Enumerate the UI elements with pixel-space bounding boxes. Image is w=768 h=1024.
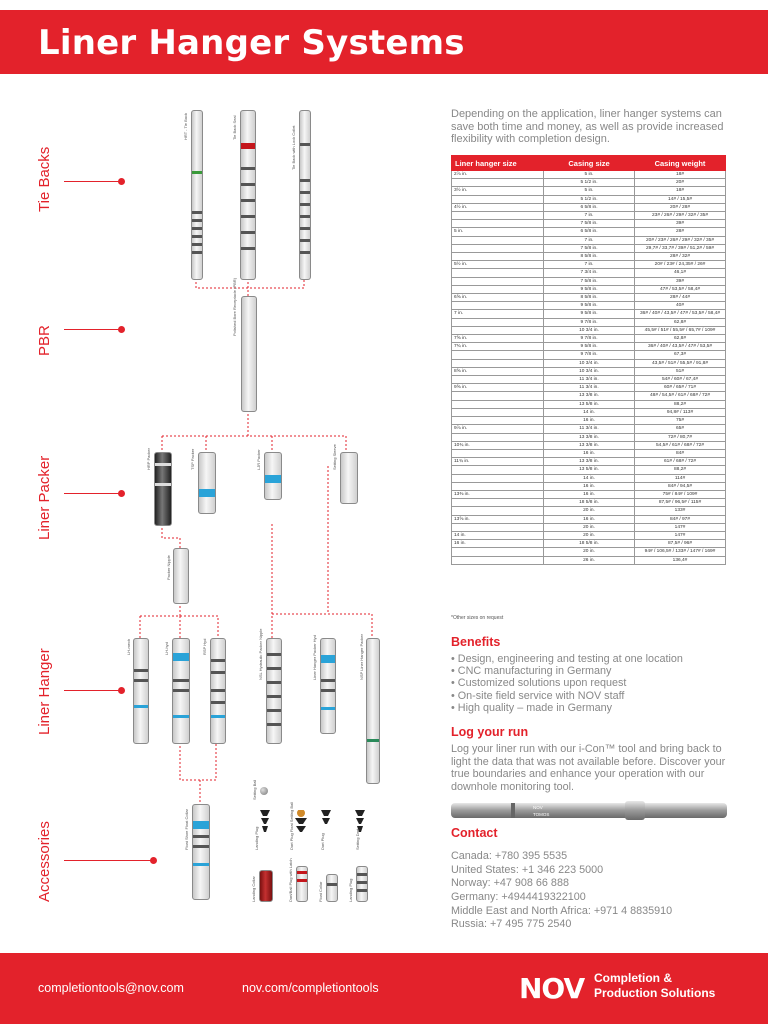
contact-line: Russia: +7 495 775 2540 <box>451 918 572 930</box>
table-cell: 48# / 54,5# / 61# / 68# / 72# <box>635 392 726 400</box>
table-cell <box>452 466 544 474</box>
table-cell: 5 1/2 in. <box>544 195 635 203</box>
table-cell: 8⅝ in. <box>452 367 544 375</box>
table-row <box>452 392 726 400</box>
table-cell <box>452 376 544 384</box>
table-cell: 9 5/8 in. <box>544 302 635 310</box>
table-cell <box>452 244 544 252</box>
table-cell: 75# / 84# / 109# <box>635 490 726 498</box>
table-row <box>452 212 726 220</box>
liner-packer-tsp <box>198 452 216 514</box>
tool-label: Packer Nipple <box>166 555 171 580</box>
table-cell: 2⅞ in. <box>452 171 544 179</box>
list-item: • High quality – made in Germany <box>451 701 613 714</box>
accessory-float-collar <box>326 874 338 902</box>
table-cell: 16 in. <box>544 515 635 523</box>
table-cell: 62,8# <box>635 335 726 343</box>
table-cell: 9 5/8 in. <box>544 343 635 351</box>
table-cell: 9 7/8 in. <box>544 351 635 359</box>
liner-hanger-nsl <box>266 638 282 744</box>
table-cell <box>452 482 544 490</box>
tool-label: Setting Dart <box>355 828 360 850</box>
list-item: • Design, engineering and testing at one location <box>451 653 683 665</box>
table-row <box>452 294 726 302</box>
table-cell: 28# / 32# <box>635 253 726 261</box>
table-row <box>452 548 726 556</box>
table-row <box>452 507 726 515</box>
table-cell <box>452 359 544 367</box>
table-cell: 26 in. <box>544 556 635 564</box>
tool-label: Tie Back with Lock Collet <box>291 125 296 170</box>
table-cell: 29,7# / 33,7# / 39# / 51,2# / 59# <box>635 244 726 252</box>
table-row <box>452 302 726 310</box>
table-cell <box>452 474 544 482</box>
table-cell: 7 in. <box>544 212 635 220</box>
table-row <box>452 482 726 490</box>
setting-ball-icon <box>260 787 268 795</box>
table-cell: 84# / 94,5# <box>635 482 726 490</box>
table-row <box>452 466 726 474</box>
table-cell: 43,5# / 51# / 55,5# / 91,8# <box>635 359 726 367</box>
benefits-heading: Benefits <box>451 635 501 649</box>
page-title: Liner Hanger Systems <box>38 23 465 63</box>
table-cell: 39# <box>635 277 726 285</box>
table-cell: 5½ in. <box>452 261 544 269</box>
table-row <box>452 343 726 351</box>
table-cell: 14 in. <box>452 531 544 539</box>
table-cell: 62,8# <box>635 318 726 326</box>
tool-label: Dart Plug Float Setting Ball <box>289 801 294 850</box>
product-diagram <box>0 90 440 950</box>
table-cell <box>452 195 544 203</box>
table-cell: 36# / 40# / 43,5# / 47# / 53,5# <box>635 343 726 351</box>
tool-label: LH-mech <box>126 638 131 655</box>
logo-line: Production Solutions <box>594 986 716 1000</box>
table-row <box>452 187 726 195</box>
tool-label: LJR Packer <box>256 449 261 470</box>
table-cell: 54,5# / 61# / 68# / 72# <box>635 441 726 449</box>
tool-label: LH-hyd <box>164 642 169 655</box>
table-cell: 9 5/8 in. <box>544 285 635 293</box>
table-cell: 5 in. <box>544 187 635 195</box>
table-cell: 60# / 65# / 71# <box>635 384 726 392</box>
table-row <box>452 335 726 343</box>
table-cell: 54# / 60# / 67,4# <box>635 376 726 384</box>
table-cell: 72# / 80,7# <box>635 433 726 441</box>
table-row <box>452 236 726 244</box>
list-item: • CNC manufacturing in Germany <box>451 665 612 678</box>
table-row <box>452 384 726 392</box>
table-cell: 7¾ in. <box>452 343 544 351</box>
table-cell: 67,3# <box>635 351 726 359</box>
table-row <box>452 359 726 367</box>
table-row <box>452 351 726 359</box>
table-cell <box>452 277 544 285</box>
table-cell: 11¾ in. <box>452 458 544 466</box>
column-header: Casing size <box>544 156 635 171</box>
packer-nipple-tool <box>173 548 189 604</box>
table-cell <box>452 285 544 293</box>
table-cell: 7 5/8 in. <box>544 277 635 285</box>
tool-mark: TOMOS <box>533 812 550 817</box>
table-cell: 133# <box>635 507 726 515</box>
table-cell <box>452 408 544 416</box>
table-cell: 47# / 53,5# / 58,4# <box>635 285 726 293</box>
table-cell: 5 1/2 in. <box>544 179 635 187</box>
contact-line: Middle East and North Africa: +971 4 8835910 <box>451 905 673 917</box>
log-run-heading: Log your run <box>451 725 529 739</box>
tool-label: Setting Ball <box>252 779 257 800</box>
table-cell: 7 5/8 in. <box>544 244 635 252</box>
table-cell <box>452 400 544 408</box>
table-cell: 14 in. <box>544 408 635 416</box>
table-cell <box>452 449 544 457</box>
header-banner <box>0 10 768 74</box>
table-cell: 23# / 26# / 29# / 32# / 35# <box>635 212 726 220</box>
table-cell <box>452 236 544 244</box>
table-cell: 13 5/8 in. <box>544 400 635 408</box>
table-row <box>452 220 726 228</box>
table-cell: 65# <box>635 425 726 433</box>
table-cell: 10 3/4 in. <box>544 359 635 367</box>
table-cell: 75# <box>635 417 726 425</box>
table-cell: 13 3/8 in. <box>544 433 635 441</box>
table-cell: 13 5/8 in. <box>544 466 635 474</box>
table-cell: 46,1# <box>635 269 726 277</box>
tool-label: Dart Plug <box>320 833 325 850</box>
table-row <box>452 540 726 548</box>
table-row <box>452 285 726 293</box>
table-cell <box>452 507 544 515</box>
column-header: Liner hanger size <box>452 156 544 171</box>
table-row <box>452 253 726 261</box>
tool-label: TSP Packer <box>190 448 195 470</box>
tool-label: Landing Plug <box>348 878 353 902</box>
accessory-float-shoe <box>192 804 210 900</box>
table-cell: 6 5/8 in. <box>544 203 635 211</box>
table-cell <box>452 499 544 507</box>
table-cell: 20 in. <box>544 523 635 531</box>
table-cell: 13 3/8 in. <box>544 458 635 466</box>
table-cell: 5 in. <box>544 171 635 179</box>
table-cell: 28# / 44# <box>635 294 726 302</box>
table-cell <box>452 392 544 400</box>
table-cell: 9 5/8 in. <box>544 310 635 318</box>
table-cell: 13⅜ in. <box>452 490 544 498</box>
tool-label: RSP Hyd <box>202 638 207 655</box>
table-cell: 51# <box>635 367 726 375</box>
table-cell <box>452 269 544 277</box>
table-cell: 10 3/4 in. <box>544 367 635 375</box>
table-cell: 9⅞ in. <box>452 425 544 433</box>
tool-label: Float Shoe Float Collar <box>184 809 189 850</box>
table-cell: 16 in. <box>544 490 635 498</box>
logo-mark: NOV <box>519 972 585 1005</box>
table-cell: 9 7/8 in. <box>544 318 635 326</box>
table-row <box>452 499 726 507</box>
table-cell: 18# <box>635 187 726 195</box>
table-row <box>452 228 726 236</box>
table-cell: 6 5/8 in. <box>544 228 635 236</box>
table-header-row <box>452 156 726 171</box>
table-cell: 16 in. <box>452 540 544 548</box>
liner-hanger-rsp <box>210 638 226 744</box>
table-cell: 11 3/4 in. <box>544 376 635 384</box>
table-cell: 87,5# / 96# <box>635 540 726 548</box>
table-cell <box>452 556 544 564</box>
table-row <box>452 515 726 523</box>
icon-tool-image <box>451 800 727 821</box>
table-cell: 147# <box>635 523 726 531</box>
table-cell: 13 3/8 in. <box>544 441 635 449</box>
table-cell: 13⅝ in. <box>452 515 544 523</box>
liner-hanger-hyd <box>172 638 190 744</box>
table-cell: 9 7/8 in. <box>544 335 635 343</box>
table-row <box>452 556 726 564</box>
table-cell: 7 in. <box>544 261 635 269</box>
table-row <box>452 523 726 531</box>
table-cell <box>452 212 544 220</box>
table-row <box>452 474 726 482</box>
table-row <box>452 417 726 425</box>
liner-hanger-packer-hyd <box>320 638 336 734</box>
table-cell: 11 3/4 in. <box>544 425 635 433</box>
table-row <box>452 433 726 441</box>
tie-back-tool-seal <box>240 110 256 280</box>
table-cell: 87,5# / 96,5# / 115# <box>635 499 726 507</box>
benefits-list <box>451 653 683 714</box>
table-cell: 20 in. <box>544 531 635 539</box>
table-cell: 3½ in. <box>452 187 544 195</box>
section-label-liner-packer: Liner Packer <box>36 455 53 540</box>
liner-packer-ljr <box>264 452 282 500</box>
contact-heading: Contact <box>451 826 498 840</box>
table-row <box>452 490 726 498</box>
table-cell: 18# <box>635 171 726 179</box>
table-cell: 20# / 28# <box>635 203 726 211</box>
table-cell: 10 3/4 in. <box>544 326 635 334</box>
table-cell: 18 5/8 in. <box>544 540 635 548</box>
table-row <box>452 326 726 334</box>
table-cell <box>452 253 544 261</box>
section-label-tie-backs: Tie Backs <box>36 146 53 212</box>
table-cell: 14# / 15,5# <box>635 195 726 203</box>
tool-label: HRT - Tie Back <box>183 113 188 140</box>
table-cell <box>452 179 544 187</box>
accessory-landing-plug <box>356 866 368 902</box>
table-row <box>452 441 726 449</box>
table-cell: 7 3/4 in. <box>544 269 635 277</box>
footer-banner <box>0 953 768 1024</box>
table-cell: 28# <box>635 228 726 236</box>
table-row <box>452 195 726 203</box>
table-cell: 147# <box>635 531 726 539</box>
table-cell: 45,5# / 51# / 55,5# / 65,7# / 109# <box>635 326 726 334</box>
table-footnote: *Other sizes on request <box>451 615 504 621</box>
table-cell: 84# / 97# <box>635 515 726 523</box>
table-cell: 88,2# <box>635 400 726 408</box>
table-cell: 20 in. <box>544 548 635 556</box>
contact-line: Canada: +780 395 5535 <box>451 850 568 862</box>
table-row <box>452 203 726 211</box>
table-row <box>452 425 726 433</box>
contact-line: United States: +1 346 223 5000 <box>451 864 604 876</box>
table-cell: 114# <box>635 474 726 482</box>
intro-paragraph: Depending on the application, liner hanger systems can save both time and money, as well as provide increased flexibility with completion design. <box>451 108 724 145</box>
table-cell: 7⅝ in. <box>452 335 544 343</box>
table-row <box>452 376 726 384</box>
table-cell: 16 in. <box>544 417 635 425</box>
table-cell: 136,4# <box>635 556 726 564</box>
tool-label: Landing Plug <box>254 826 259 850</box>
table-row <box>452 277 726 285</box>
section-label-pbr: PBR <box>36 325 53 356</box>
tie-back-tool-lock <box>299 110 311 280</box>
table-cell: 7 in. <box>452 310 544 318</box>
accessory-dart-ball-plug <box>296 866 308 902</box>
column-header: Casing weight <box>635 156 726 171</box>
table-cell: 20 in. <box>544 507 635 515</box>
table-cell: 13 3/8 in. <box>544 392 635 400</box>
table-cell <box>452 302 544 310</box>
table-cell: 94# / 106,5# / 133# / 147# / 169# <box>635 548 726 556</box>
list-item: • Customized solutions upon request <box>451 677 627 690</box>
tool-label: NSL Hydraulic Packer Nipple <box>258 628 263 680</box>
tool-label: NSP Liner Hanger Packer <box>359 634 364 680</box>
liner-packer-hrp <box>154 452 172 526</box>
table-cell <box>452 326 544 334</box>
table-cell <box>452 433 544 441</box>
tool-label: Landing Collar <box>251 876 256 902</box>
table-row <box>452 449 726 457</box>
accessory-landing-collar <box>259 870 273 902</box>
table-cell: 11 3/4 in. <box>544 384 635 392</box>
log-run-paragraph: Log your liner run with our i-Con™ tool and bring back to light the data that was not available before. Discover your true boundaries and enhance your operation with our downhole monitoring tool. <box>451 743 726 793</box>
table-cell: 40# <box>635 302 726 310</box>
contact-line: Germany: +4944419322100 <box>451 891 586 903</box>
table-cell <box>452 417 544 425</box>
table-cell: 16 in. <box>544 482 635 490</box>
table-cell: 6⅝ in. <box>452 294 544 302</box>
casing-spec-table <box>451 155 726 565</box>
table-cell: 20# / 23# / 26# / 29# / 32# / 35# <box>635 236 726 244</box>
table-cell <box>452 220 544 228</box>
table-cell: 8 5/8 in. <box>544 253 635 261</box>
table-cell: 7 5/8 in. <box>544 220 635 228</box>
table-row <box>452 408 726 416</box>
table-row <box>452 318 726 326</box>
tool-label: Setting Sleeve <box>332 444 337 470</box>
table-row <box>452 244 726 252</box>
table-row <box>452 179 726 187</box>
table-cell <box>452 351 544 359</box>
table-row <box>452 367 726 375</box>
table-row <box>452 310 726 318</box>
table-cell: 88,2# <box>635 466 726 474</box>
company-logo <box>519 970 739 1006</box>
tool-label: Polished Bore Receptacle (PBR) <box>232 277 237 336</box>
table-cell <box>452 318 544 326</box>
logo-line: Completion & <box>594 971 672 985</box>
liner-packer-setting-sleeve <box>340 452 358 504</box>
tool-label: Float Collar <box>318 881 323 902</box>
table-cell: 8 5/8 in. <box>544 294 635 302</box>
table-cell: 20# / 23# / 24,35# / 26# <box>635 261 726 269</box>
table-cell: 94,8# / 113# <box>635 408 726 416</box>
table-cell: 61# / 68# / 72# <box>635 458 726 466</box>
table-cell <box>452 523 544 531</box>
pbr-tool <box>241 296 257 412</box>
table-row <box>452 269 726 277</box>
list-item: • On-site field service with NOV staff <box>451 689 625 702</box>
table-cell: 10¾ in. <box>452 441 544 449</box>
tool-label: HRP Packer <box>146 448 151 470</box>
section-label-accessories: Accessories <box>36 821 53 902</box>
section-label-liner-hanger: Liner Hanger <box>36 648 53 735</box>
contact-line: Norway: +47 908 66 888 <box>451 877 569 889</box>
liner-hanger-nsp <box>366 638 380 784</box>
tool-label: Tie Back Seal <box>232 115 237 140</box>
table-cell: 14 in. <box>544 474 635 482</box>
table-cell <box>452 548 544 556</box>
table-cell: 84# <box>635 449 726 457</box>
table-cell: 4½ in. <box>452 203 544 211</box>
tool-mark: NOV <box>533 805 543 810</box>
website-link[interactable]: nov.com/completiontools <box>242 981 379 995</box>
tool-label: Liner Hanger Packer Hyd <box>312 635 317 680</box>
table-row <box>452 458 726 466</box>
table-row <box>452 171 726 179</box>
table-cell: 36# / 40# / 43,5# / 47# / 53,5# / 58,4# <box>635 310 726 318</box>
table-cell: 16 in. <box>544 449 635 457</box>
table-cell: 5 in. <box>452 228 544 236</box>
table-cell: 39# <box>635 220 726 228</box>
table-cell: 18 5/8 in. <box>544 499 635 507</box>
table-cell: 7 in. <box>544 236 635 244</box>
table-row <box>452 400 726 408</box>
table-cell: 20# <box>635 179 726 187</box>
tie-back-tool-hrt <box>191 110 203 280</box>
email-link[interactable]: completiontools@nov.com <box>38 981 184 995</box>
table-row <box>452 531 726 539</box>
liner-hanger-mech <box>133 638 149 744</box>
table-cell: 9⅝ in. <box>452 384 544 392</box>
tool-label: Dart/Ball Plug with Latch <box>288 858 293 902</box>
table-row <box>452 261 726 269</box>
